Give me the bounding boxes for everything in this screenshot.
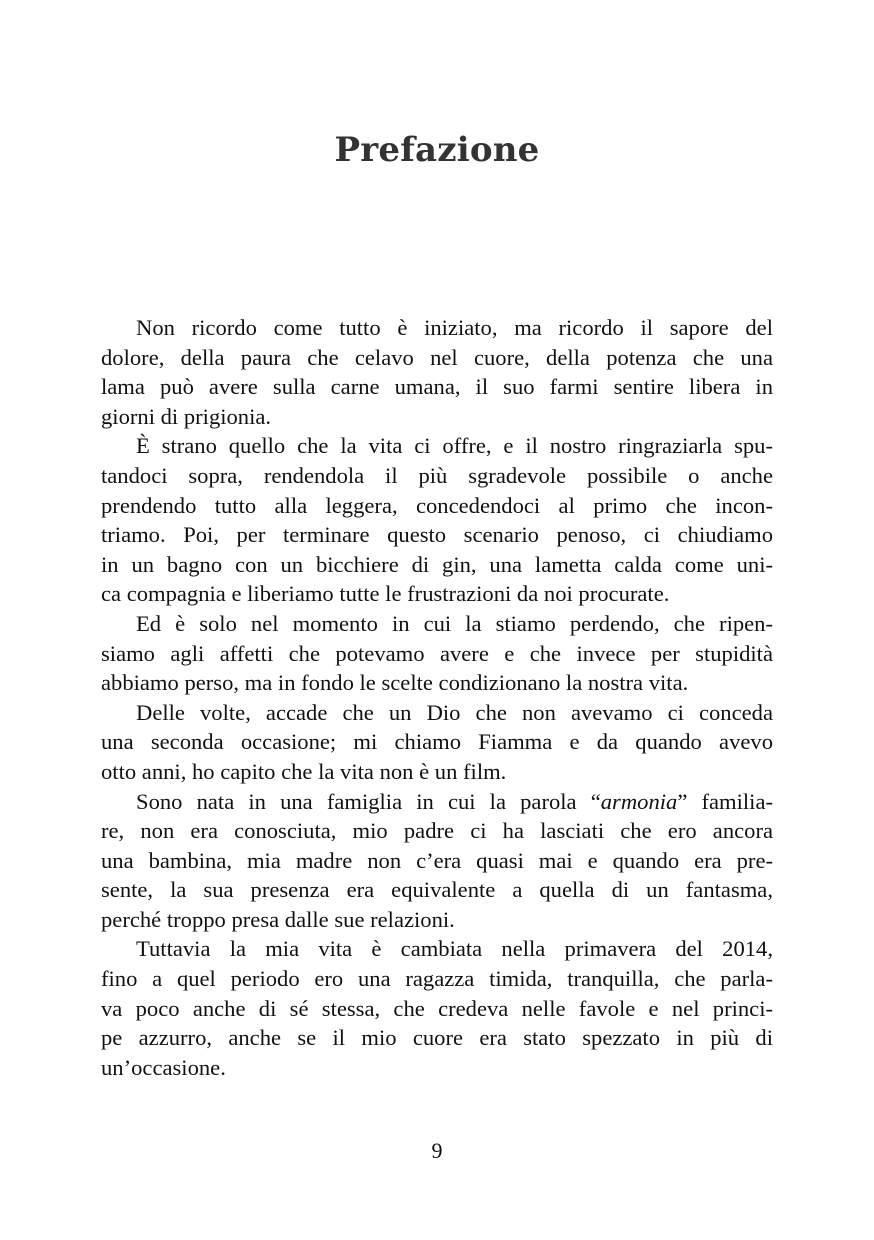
- text-line: una bambina, mia madre non c’era quasi mai e quando era pre-: [101, 847, 773, 873]
- text-line: re, non era conosciuta, mio padre ci ha lasciati che ero ancora: [101, 818, 773, 844]
- body-text: [101, 313, 773, 1082]
- text-line: tandoci sopra, rendendola il più sgradevole possibile o anche: [101, 462, 773, 488]
- text-line: fino a quel periodo ero una ragazza timida, tranquilla, che parla-: [101, 966, 773, 992]
- text-line: perché troppo presa dalle sue relazioni.: [101, 906, 455, 932]
- text-fragment: ” familia-: [677, 788, 774, 814]
- text-line: un’occasione.: [101, 1054, 226, 1080]
- text-line: otto anni, ho capito che la vita non è un film.: [101, 758, 507, 784]
- text-line: in un bagno con un bicchiere di gin, una lametta calda come uni-: [101, 551, 773, 577]
- text-fragment: Sono nata in una famiglia in cui la parola “: [136, 788, 601, 814]
- text-line: prendendo tutto alla leggera, concedendoci al primo che incon-: [101, 492, 773, 518]
- text-line: Ed è solo nel momento in cui la stiamo perdendo, che ripen-: [136, 610, 773, 636]
- text-line: triamo. Poi, per terminare questo scenario penoso, ci chiudiamo: [101, 522, 773, 548]
- text-line: sente, la sua presenza era equivalente a quella di un fantasma,: [101, 877, 773, 903]
- italic-word: armonia: [600, 788, 678, 814]
- text-line: Delle volte, accade che un Dio che non avevamo ci conceda: [136, 699, 773, 725]
- text-line: È strano quello che la vita ci offre, e il nostro ringraziarla spu-: [136, 433, 773, 459]
- text-line: abbiamo perso, ma in fondo le scelte condizionano la nostra vita.: [101, 670, 689, 696]
- text-line: una seconda occasione; mi chiamo Fiamma e da quando avevo: [101, 729, 773, 755]
- text-line: ca compagnia e liberiamo tutte le frustrazioni da noi procurate.: [101, 581, 670, 607]
- text-line: va poco anche di sé stessa, che credeva nelle favole e nel princi-: [101, 995, 773, 1021]
- chapter-title: Prefazione: [334, 130, 540, 170]
- text-line: giorni di prigionia.: [101, 403, 272, 429]
- text-line: siamo agli affetti che potevamo avere e che invece per stupidità: [101, 640, 773, 666]
- text-line: lama può avere sulla carne umana, il suo farmi sentire libera in: [101, 374, 773, 400]
- page-number: 9: [431, 1138, 443, 1163]
- text-line: dolore, della paura che celavo nel cuore, della potenza che una: [101, 344, 773, 370]
- text-line: [101, 787, 773, 817]
- text-line: pe azzurro, anche se il mio cuore era stato spezzato in più di: [101, 1025, 773, 1051]
- text-line: Non ricordo come tutto è iniziato, ma ricordo il sapore del: [136, 315, 773, 340]
- text-line: Tuttavia la mia vita è cambiata nella primavera del 2014,: [136, 936, 773, 962]
